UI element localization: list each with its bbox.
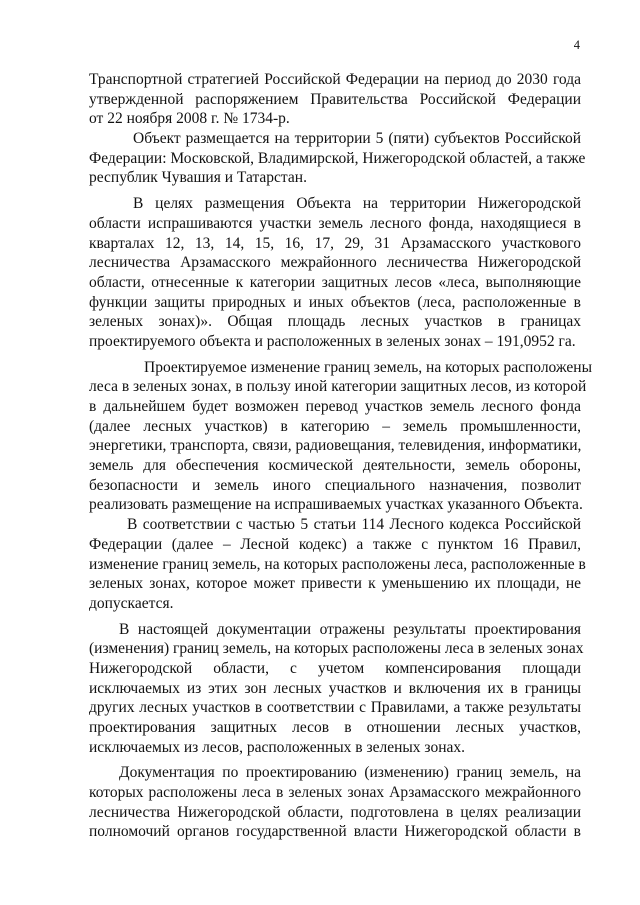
text-line: республик Чувашия и Татарстан. — [89, 169, 307, 187]
text-line: области испрашиваются участки земель лесного фонда, находящиеся в — [89, 214, 581, 232]
text-line: проектирования защитных лесов в отношении лесных участков, — [89, 719, 581, 736]
text-line: проектируемого объекта и расположенных в зеленых зонах – 191,0952 га. — [89, 332, 576, 350]
text-line: других лесных участков в соответствии с Правилами, а также результаты — [89, 699, 581, 717]
text-line: (изменения) границ земель, на которых расположены леса в зеленых зонах — [89, 640, 584, 658]
text-line: полномочий органов государственной власти Нижегородской области в — [89, 823, 581, 841]
text-line: (далее лесных участков) в категорию – земель промышленности, — [89, 417, 581, 435]
text-line: леса в зеленых зонах, в пользу иной категории защитных лесов, из которой — [89, 378, 587, 396]
text-line: энергетики, транспорта, связи, радиовещания, телевидения, информатики, — [89, 437, 582, 455]
text-line: В целях размещения Объекта на территории Нижегородской — [133, 195, 581, 213]
text-line: безопасности и земель иного специального назначения, позволит — [89, 476, 581, 494]
text-line: утвержденной распоряжением Правительства Российской Федерации — [89, 90, 581, 108]
text-line: Объект размещается на территории 5 (пяти) субъектов Российской — [133, 130, 581, 148]
paragraph-transport-strategy — [89, 70, 581, 129]
text-line: Проектируемое изменение границ земель, на которых расположены — [144, 358, 593, 376]
text-line: области, отнесенные к категории защитных лесов «леса, выполняющие — [89, 273, 581, 291]
text-line: зеленых зонах)». Общая площадь лесных участков в границах — [89, 313, 581, 331]
page-number: 4 — [573, 38, 580, 52]
text-line: лесничества Арзамасского межрайонного лесничества Нижегородской — [89, 254, 581, 272]
text-line: исключаемых из этих зон лесных участков и включения их в границы — [89, 679, 581, 697]
text-line: Документация по проектированию (изменению) границ земель, на — [119, 764, 581, 782]
text-line: Федерации (далее – Лесной кодекс) а также с пунктом 16 Правил, — [89, 535, 581, 553]
text-line: Нижегородской области, с учетом компенсирования площади — [89, 659, 581, 677]
text-line: Транспортной стратегией Российской Федерации на период до 2030 года — [89, 71, 581, 88]
paragraph-forest-code — [89, 515, 586, 613]
paragraph-boundary-change — [89, 358, 593, 516]
paragraph-object-location — [89, 129, 586, 188]
text-line: допускается. — [89, 594, 174, 612]
text-line: зеленых зонах, которое может привести к уменьшению их площади, не — [89, 575, 581, 593]
text-line: от 22 ноября 2008 г. № 1734-р. — [89, 110, 290, 128]
text-line: реализовать размещение на испрашиваемых участках указанного Объекта. — [89, 496, 583, 514]
document-body — [89, 70, 593, 842]
text-line: кварталах 12, 13, 14, 15, 16, 17, 29, 31 Арзамасского участкового — [89, 234, 581, 252]
paragraph-documentation-purpose — [89, 763, 581, 842]
text-line: в дальнейшем будет возможен перевод участков земель лесного фонда — [89, 398, 581, 415]
text-line: В настоящей документации отражены результаты проектирования — [119, 620, 581, 638]
text-line: исключаемых из лесов, расположенных в зеленых зонах. — [89, 738, 466, 756]
text-line: Федерации: Московской, Владимирской, Нижегородской областей, а также — [89, 149, 586, 167]
text-line: изменение границ земель, на которых расположены леса, расположенные в — [89, 555, 586, 573]
paragraph-documentation-results — [89, 620, 584, 758]
text-line: лесничества Нижегородской области, подготовлена в целях реализации — [89, 803, 581, 821]
paragraph-land-plots — [89, 194, 581, 352]
text-line: В соответствии с частью 5 статьи 114 Лесного кодекса Российской — [127, 516, 581, 534]
text-line: которых расположены леса в зеленых зонах Арзамасского межрайонного — [89, 784, 581, 802]
text-line: функции защиты природных и иных объектов (леса, расположенные в — [89, 293, 581, 311]
text-line: земель для обеспечения космической деятельности, земель обороны, — [89, 457, 581, 475]
